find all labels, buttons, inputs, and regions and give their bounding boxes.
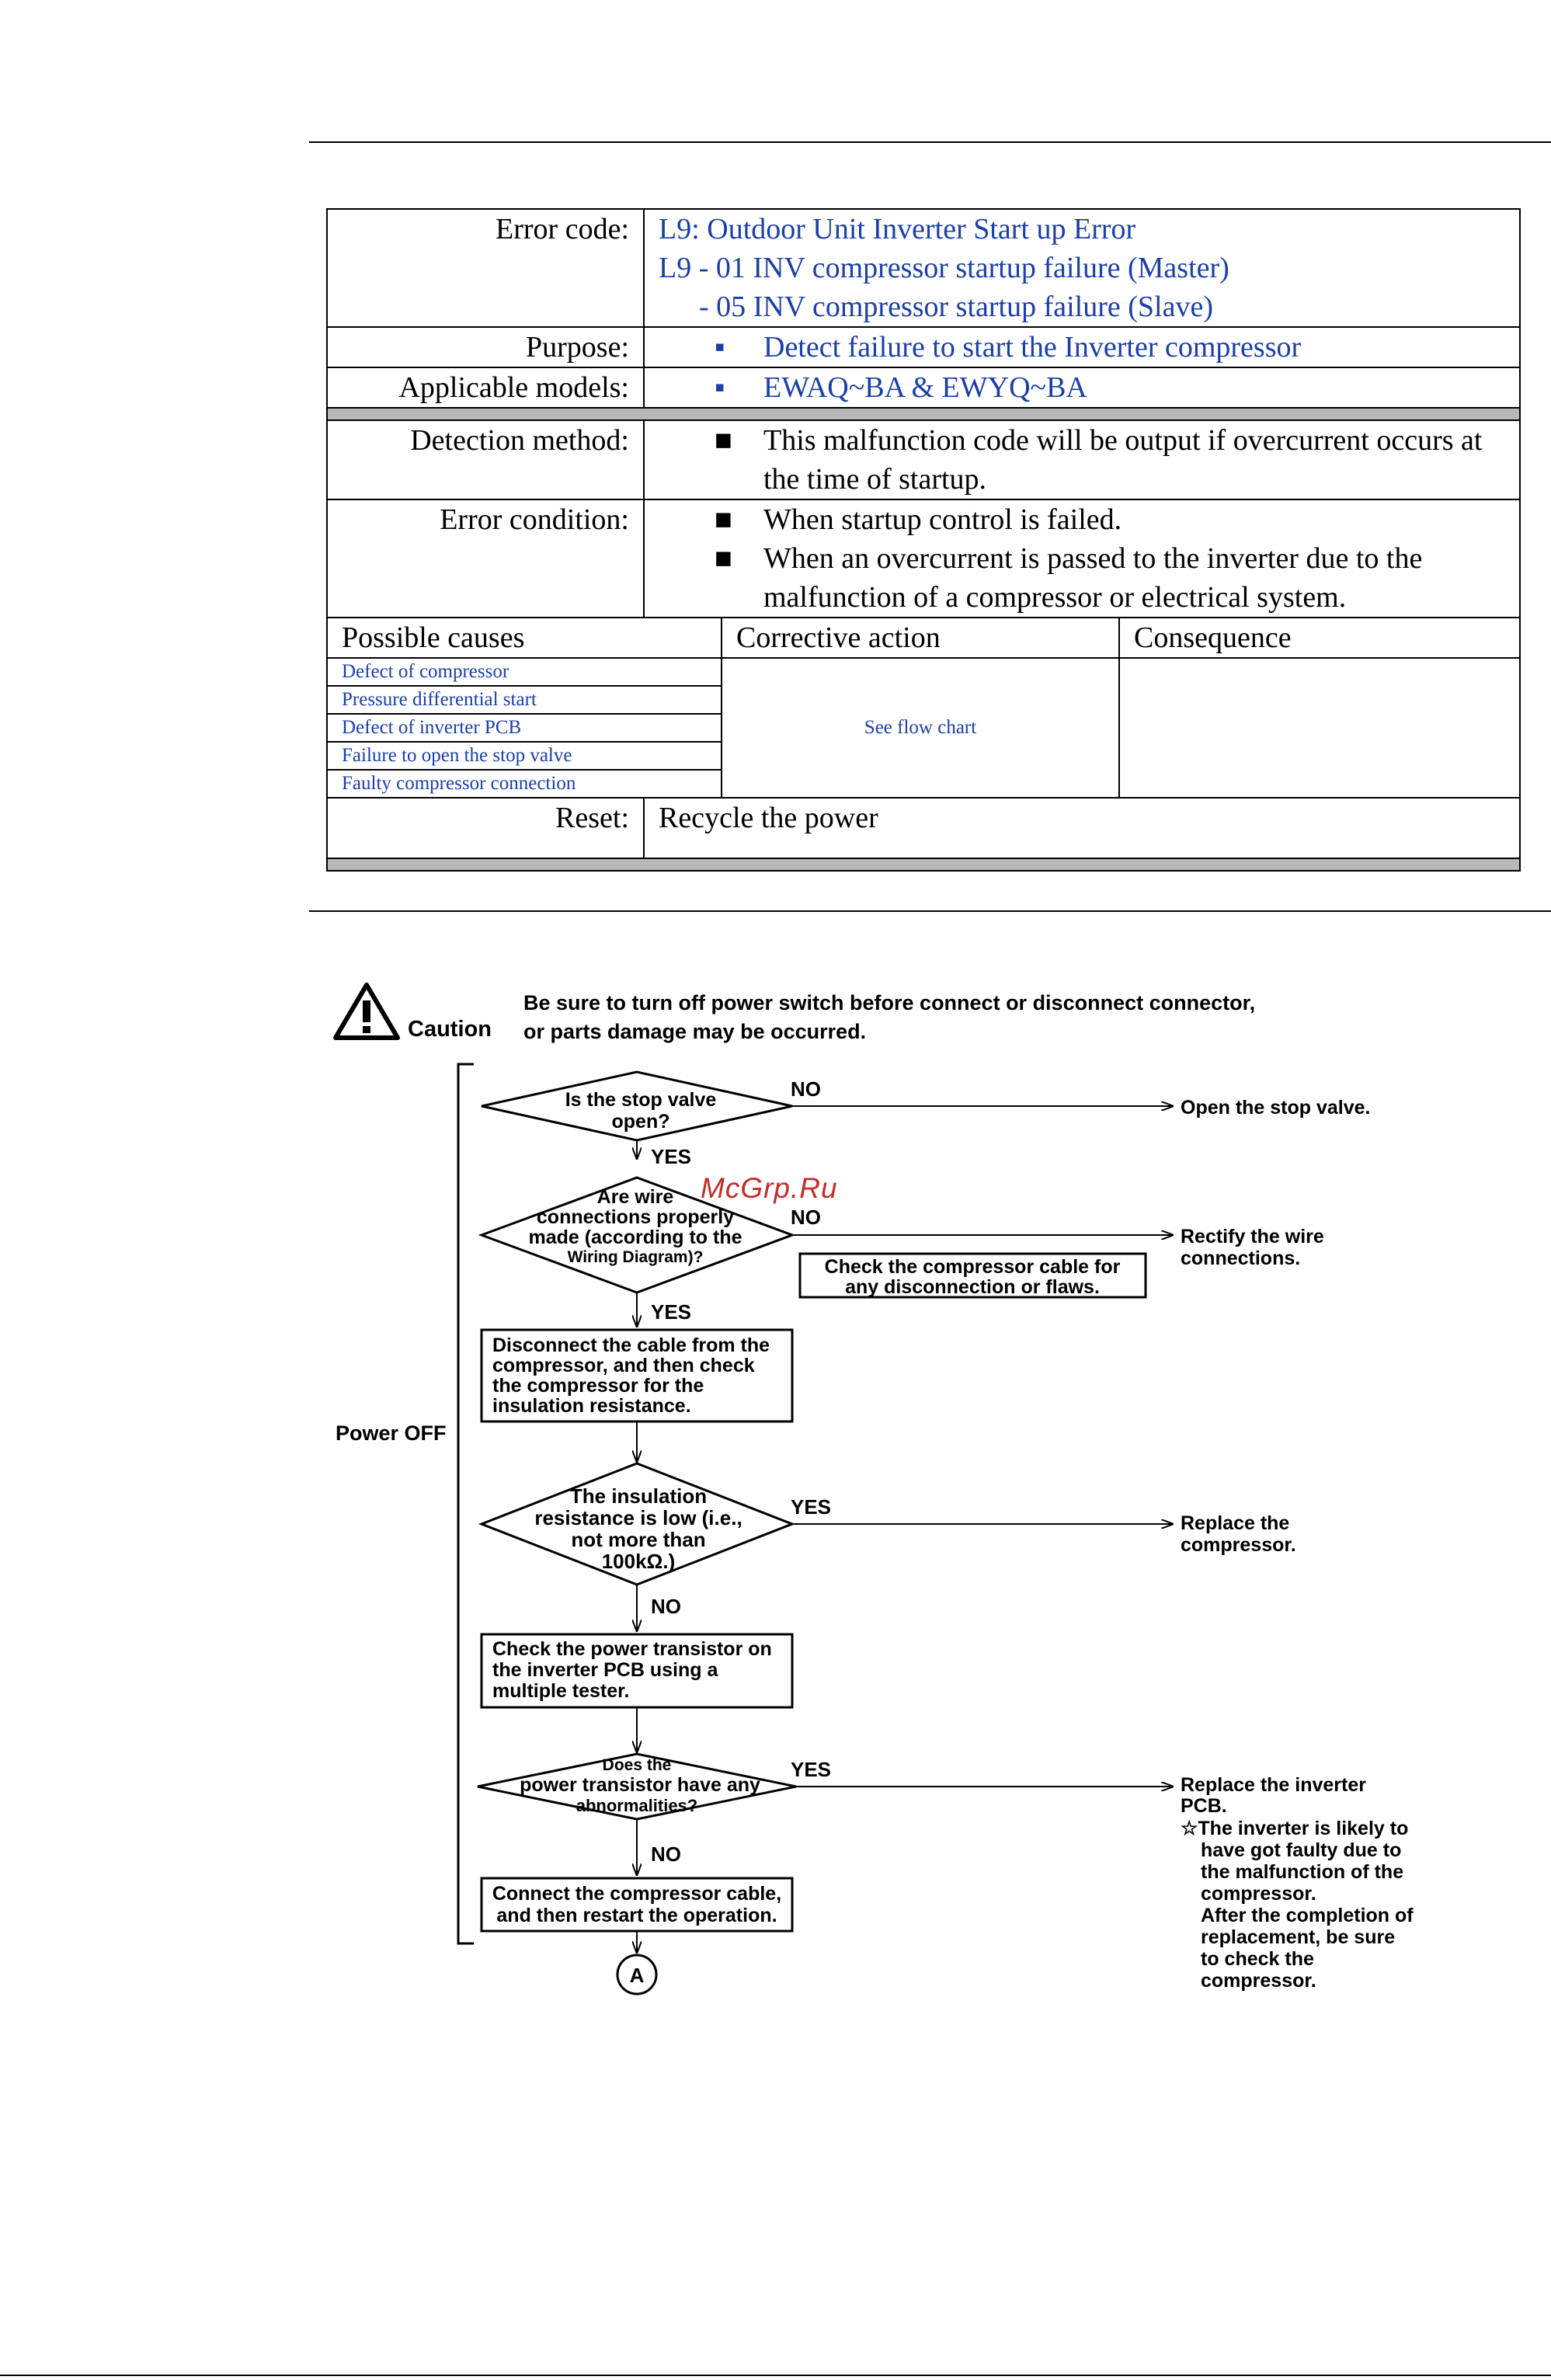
purpose-value: ▪ Detect failure to start the Inverter compressor	[644, 327, 1520, 367]
q2-text-4: Wiring Diagram)?	[567, 1248, 704, 1266]
step3-text-2: and then restart the operation.	[496, 1905, 777, 1926]
q2-text-3: made (according to the	[528, 1227, 742, 1248]
q3-text-4: 100kΩ.)	[601, 1550, 676, 1573]
step1-text-1: Disconnect the cable from the	[492, 1334, 770, 1356]
q4-yes-action-1: Replace the inverter	[1181, 1774, 1366, 1796]
bullet-icon: ▪	[715, 331, 725, 364]
models-value: ▪ EWAQ~BA & EWYQ~BA	[644, 367, 1520, 408]
connector-a-label: A	[629, 1964, 645, 1987]
list-item: Faulty compressor connection	[342, 773, 576, 794]
q2-note-1: Check the compressor cable for	[824, 1256, 1121, 1278]
q2-text-1: Are wire	[596, 1186, 674, 1208]
watermark: McGrp.Ru	[701, 1172, 838, 1204]
error-code-value: L9: Outdoor Unit Inverter Start up Error L9 - 01 INV compressor startup failure (Master) - 05 INV compressor startup failure (Slave)	[644, 209, 1520, 327]
error-code-label: Error code:	[327, 209, 644, 327]
q4-text-3: abnormalities?	[576, 1796, 698, 1815]
list-item: Pressure differential start	[328, 686, 721, 714]
power-off-bracket	[458, 1064, 474, 1943]
step1-text-4: insulation resistance.	[492, 1395, 691, 1417]
caution-icon	[336, 985, 398, 1038]
q4-text-1: Does the	[602, 1756, 672, 1774]
q1-text-2: open?	[611, 1111, 670, 1133]
detection-value: ■ This malfunction code will be output if overcurrent occurs at the time of startup.	[644, 420, 1520, 499]
consequence-header: Consequence	[1119, 618, 1520, 658]
error-condition-value: ■ When startup control is failed. ■ When an overcurrent is passed to the inverter due to the malfunction of a compressor or electrical system.	[644, 499, 1520, 618]
q2-no-action-1: Rectify the wire	[1181, 1226, 1324, 1247]
caution-label: Caution	[408, 1017, 492, 1042]
step1-text-2: compressor, and then check	[492, 1355, 755, 1376]
q4-yes-action-10: compressor.	[1201, 1970, 1316, 1992]
step1-text-3: the compressor for the	[492, 1375, 704, 1397]
q2-no-label: NO	[791, 1206, 821, 1229]
models-label: Applicable models:	[327, 367, 644, 408]
reset-label: Reset:	[327, 798, 644, 858]
q4-yes-action-9: to check the	[1201, 1948, 1314, 1970]
bullet-icon: ▪	[715, 371, 725, 404]
q2-yes-label: YES	[651, 1300, 692, 1324]
detection-label: Detection method:	[327, 420, 644, 499]
q4-yes-action-6: compressor.	[1201, 1883, 1316, 1905]
list-item: Defect of compressor	[328, 659, 721, 686]
bullet-icon: ■	[715, 503, 732, 536]
q4-yes-action-4: have got faulty due to	[1201, 1839, 1402, 1861]
q4-text-2: power transistor have any	[520, 1774, 760, 1796]
step2-text-1: Check the power transistor on	[492, 1638, 772, 1660]
q3-yes-action-1: Replace the	[1181, 1512, 1290, 1534]
q3-yes-action-2: compressor.	[1181, 1534, 1296, 1556]
bullet-icon: ■	[715, 542, 732, 575]
reset-value: Recycle the power	[644, 798, 1520, 858]
action-value: See flow chart	[722, 658, 1119, 798]
q2-note-2: any disconnection or flaws.	[845, 1276, 1100, 1298]
q1-no-action: Open the stop valve.	[1181, 1097, 1371, 1119]
q4-yes-action-8: replacement, be sure	[1201, 1926, 1396, 1948]
power-off-label: Power OFF	[336, 1421, 447, 1445]
step2-text-2: the inverter PCB using a	[492, 1659, 718, 1681]
q4-yes-action-5: the malfunction of the	[1201, 1861, 1404, 1883]
q3-text-1: The insulation	[569, 1484, 708, 1508]
purpose-label: Purpose:	[327, 327, 644, 367]
q2-text-2: connections properly	[536, 1206, 735, 1228]
q1-no-label: NO	[791, 1077, 821, 1101]
caution-text-1: Be sure to turn off power switch before connect or disconnect connector,	[523, 991, 1256, 1014]
q1-yes-label: YES	[651, 1145, 692, 1168]
list-item: Failure to open the stop valve	[328, 742, 721, 770]
step2-text-3: multiple tester.	[492, 1680, 630, 1702]
action-header: Corrective action	[722, 618, 1119, 658]
q3-text-2: resistance is low (i.e.,	[534, 1506, 742, 1529]
q3-text-3: not more than	[571, 1528, 706, 1551]
q3-yes-label: YES	[791, 1495, 832, 1519]
q1-text-1: Is the stop valve	[565, 1089, 717, 1111]
step3-text-1: Connect the compressor cable,	[492, 1883, 782, 1905]
error-condition-label: Error condition:	[327, 499, 644, 618]
q3-no-label: NO	[651, 1595, 681, 1618]
list-item: Defect of inverter PCB	[328, 714, 721, 742]
bullet-icon: ■	[715, 424, 732, 457]
q4-yes-action-7: After the completion of	[1201, 1905, 1414, 1926]
causes-header: Possible causes	[327, 618, 722, 658]
q2-no-action-2: connections.	[1181, 1247, 1301, 1269]
q4-no-label: NO	[651, 1842, 681, 1866]
caution-text-2: or parts damage may be occurred.	[523, 1020, 867, 1043]
q4-yes-label: YES	[791, 1758, 832, 1781]
q4-yes-action-2: PCB.	[1181, 1795, 1227, 1817]
q4-yes-action-3: ☆The inverter is likely to	[1181, 1818, 1409, 1839]
